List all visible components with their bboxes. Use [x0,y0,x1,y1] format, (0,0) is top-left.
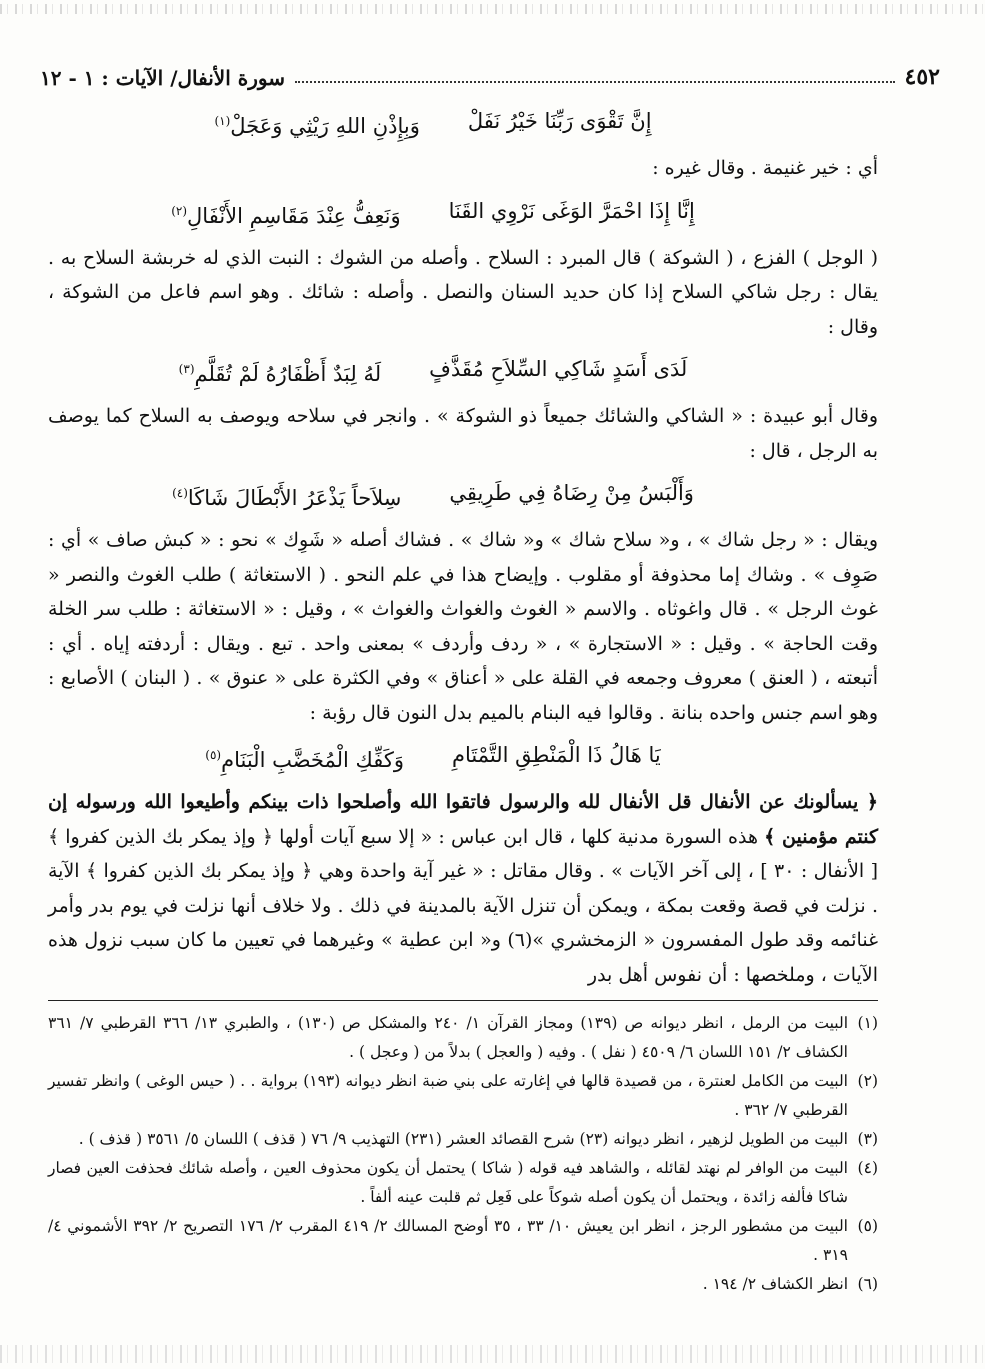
footnote-ref: (٤) [172,486,188,500]
footnotes [48,1009,878,1299]
verse-second-hemistich: وَنَعِفُّ عِنْدَ مَقَاسِمِ الأَنْفَالِ$^{(٢)}$ [171,203,401,228]
verse-second-hemistich: وَبِإِذْنِ اللهِ رَيْثِي وَعَجَلْ$^{(١)}$ [214,114,420,138]
paragraph: ( الوجل ) الفزع ، ( الشوكة ) قال المبرد : السلاح . وأصله من الشوك : النبت الذي له خربشة السلاح به . يقال : رجل شاكي السلاح إذا كان حديد السنان والنصل . وأصله : شائك . وهو اسم فاعل من الشوكة ، وقال : [48,246,878,338]
footnote [48,1270,878,1299]
footnote [48,1067,878,1125]
verse-second-hemistich: وَكَفِّكِ الْمُخَضَّبِ الْبَنَامِ$^{(٥)}$ [205,748,404,772]
footnote [48,1009,878,1067]
main-text [48,96,878,1299]
footnote-text: البيت من الطويل لزهير ، انظر ديوانه (٢٣) شرح القصائد العشر (٢٣١) التهذيب ٩/ ٧٦ ( قذف ) اللسان ٥/ ٣٥٦١ ( قذف ) . [78,1130,848,1148]
header-title: سورة الأنفال/ الآيات : ١ - ١٢ [40,66,285,90]
footnote [48,1212,878,1270]
footnote-text: البيت من الرمل ، انظر ديوانه ص (١٣٩) ومجاز القرآن ١/ ٢٤٠ والمشكل ص (١٣٠) ، والطبري ١٣/ ٣٦٦ القرطبي ٧/ ٣٦١ الكشاف ٢/ ١٥١ اللسان ٦/ ٤٥٠٩ ( نفل ) . وفيه ( والعجل ) بدلاً من ( وعجل ) . [48,1014,849,1061]
footnote [48,1154,878,1212]
paragraph [48,785,878,992]
footnote-number: (٢) [857,1072,878,1090]
poetry-verse [48,96,878,151]
commentary-text: هذه السورة مدنية كلها ، قال ابن عباس : « إلا سبع آيات أولها ﴿ وإذ يمكر بك الذين كفروا ﴾ [ الأنفال : ٣٠ ] ، إلى آخر الآيات » . وقال مقاتل : « غير آية واحدة وهي ﴿ وإذ يمكر بك الذين كفروا ﴾ الآية . نزلت في قصة وقعت بمكة ، ويمكن أن تنزل الآية بالمدينة في ذلك . ولا خلاف أنها نزلت في يوم بدر وأمر غنائمه وقد طول المفسرون « الزمخشري »(٦) و« ابن عطية » وغيرهما في تعيين ما كان سبب نزول هذه الآيات ، وملخصها : أن نفوس أهل بدر [48,825,879,986]
verse-first-hemistich: إِنَّ تَقْوَى رَبِّنَا خَيْرُ نَفَلْ [467,109,652,133]
footnote-number: (١) [857,1014,878,1032]
footnote-ref: (٥) [205,748,222,762]
footnote-ref: (٢) [171,203,188,218]
poetry-verse [48,344,878,399]
footnote-number: (٦) [857,1275,878,1293]
page-number: ٤٥٢ [904,64,940,90]
verse-second-hemistich: سِلاَحاً يَذْعَرُ الأَبْطَالَ شَاكَا$^{(٤)}$ [172,486,402,510]
footnote-number: (٥) [857,1217,878,1235]
poetry-verse [48,730,878,785]
scan-edge-top [0,4,985,14]
footnote-ref: (١) [214,114,231,128]
verse-first-hemistich: إِنَّا إِذَا احْمَرَّ الوَغَى نَرْوِي القَنَا [448,198,695,223]
footnote-text: انظر الكشاف ٢/ ١٩٤ . [702,1275,848,1293]
footnote-text: البيت من مشطور الرجز ، انظر ابن يعيش ١٠/ ٣٣ ، ٣٥ أوضح المسالك ٢/ ٤١٩ المقرب ٢/ ١٧٦ التصريح ٢/ ٣٩٢ الأشموني ٤/ ٣١٩ . [48,1217,848,1264]
footnote-separator [48,1000,878,1001]
paragraph: وقال أبو عبيدة : « الشاكي والشائك جميعاً ذو الشوكة » . وانجر في سلاحه ويوصف به السلاح كما يوصف به الرجل ، قال : [48,405,878,462]
scan-edge-bottom [0,1345,985,1363]
page-header [40,56,940,90]
footnote-text: البيت من الوافر لم نهتد لقائله ، والشاهد فيه قوله ( شاكا ) يحتمل أن يكون محذوف العين ، وأصله شائك فحذفت العين فصار شاكا فألفه زائدة ، ويحتمل أن يكون أصله شوكاً على فَعِل ثم قلبت عينه ألفاً . [48,1159,848,1206]
poetry-verse [48,186,878,241]
verse-first-hemistich: وَأَلْبَسُ مِنْ رِضَاهُ فِي طَرِيقِي [449,481,694,505]
quran-verse: ﴿ يسألونك عن الأنفال قل الأنفال لله والرسول فاتقوا الله وأصلحوا ذات بينكم وأطيعوا الله ورسوله إن كنتم مؤمنين ﴾ [48,791,878,848]
footnote-ref: (٣) [178,362,195,376]
poetry-verse [48,468,878,523]
footnote-text: البيت من الكامل لعنترة ، من قصيدة قالها في إغارته على بني ضبة انظر ديوانه (١٩٣) برواية . . ( حيس الوغى ) وانظر تفسير القرطبي ٧/ ٣٦٢ . [48,1072,848,1119]
verse-first-hemistich: يَا هَالُ ذَا الْمَنْطِقِ التَّمْتَامِ [451,743,661,767]
paragraph: أي : خير غنيمة . وقال غيره : [652,157,878,179]
footnote-number: (٣) [857,1130,878,1148]
header-dotted-leader [295,81,895,83]
verse-second-hemistich: لَهُ لِبَدٌ أَظْفَارُهُ لَمْ تُقَلَّمِ$^{(٣)}$ [178,362,382,386]
verse-first-hemistich: لَدَى أَسَدٍ شَاكِي السِّلاَحِ مُقَذَّفٍ [429,357,688,381]
footnote-number: (٤) [857,1159,878,1177]
paragraph: ويقال : « رجل شاك » ، و« سلاح شاك » و« شاك » . فشاك أصله « شَوِك » نحو : « كبش صاف » أي : صَوِف » . وشاك إما محذوفة أو مقلوب . وإيضاح هذا في علم النحو . ( الاستغاثة ) طلب الغوث والنصر « غوث الرجل » . قال واغوثاه . والاسم « الغوث والغواث والغواث » ، وقيل : « الاستغاثة : طلب سر الخلة وقت الحاجة » . وقيل : « الاستجارة » ، « ردف وأردف » بمعنى واحد . تبع . ويقال : أردفته إياه . أي : أتبعته ، ( العنق ) معروف وجمعه في القلة على « أعناق » وفي الكثرة على « عنوق » . ( البنان ) الأصابع : وهو اسم جنس واحده بنانة . وقالوا فيه البنام بالميم بدل النون قال رؤبة : [48,529,878,724]
footnote [48,1125,878,1154]
